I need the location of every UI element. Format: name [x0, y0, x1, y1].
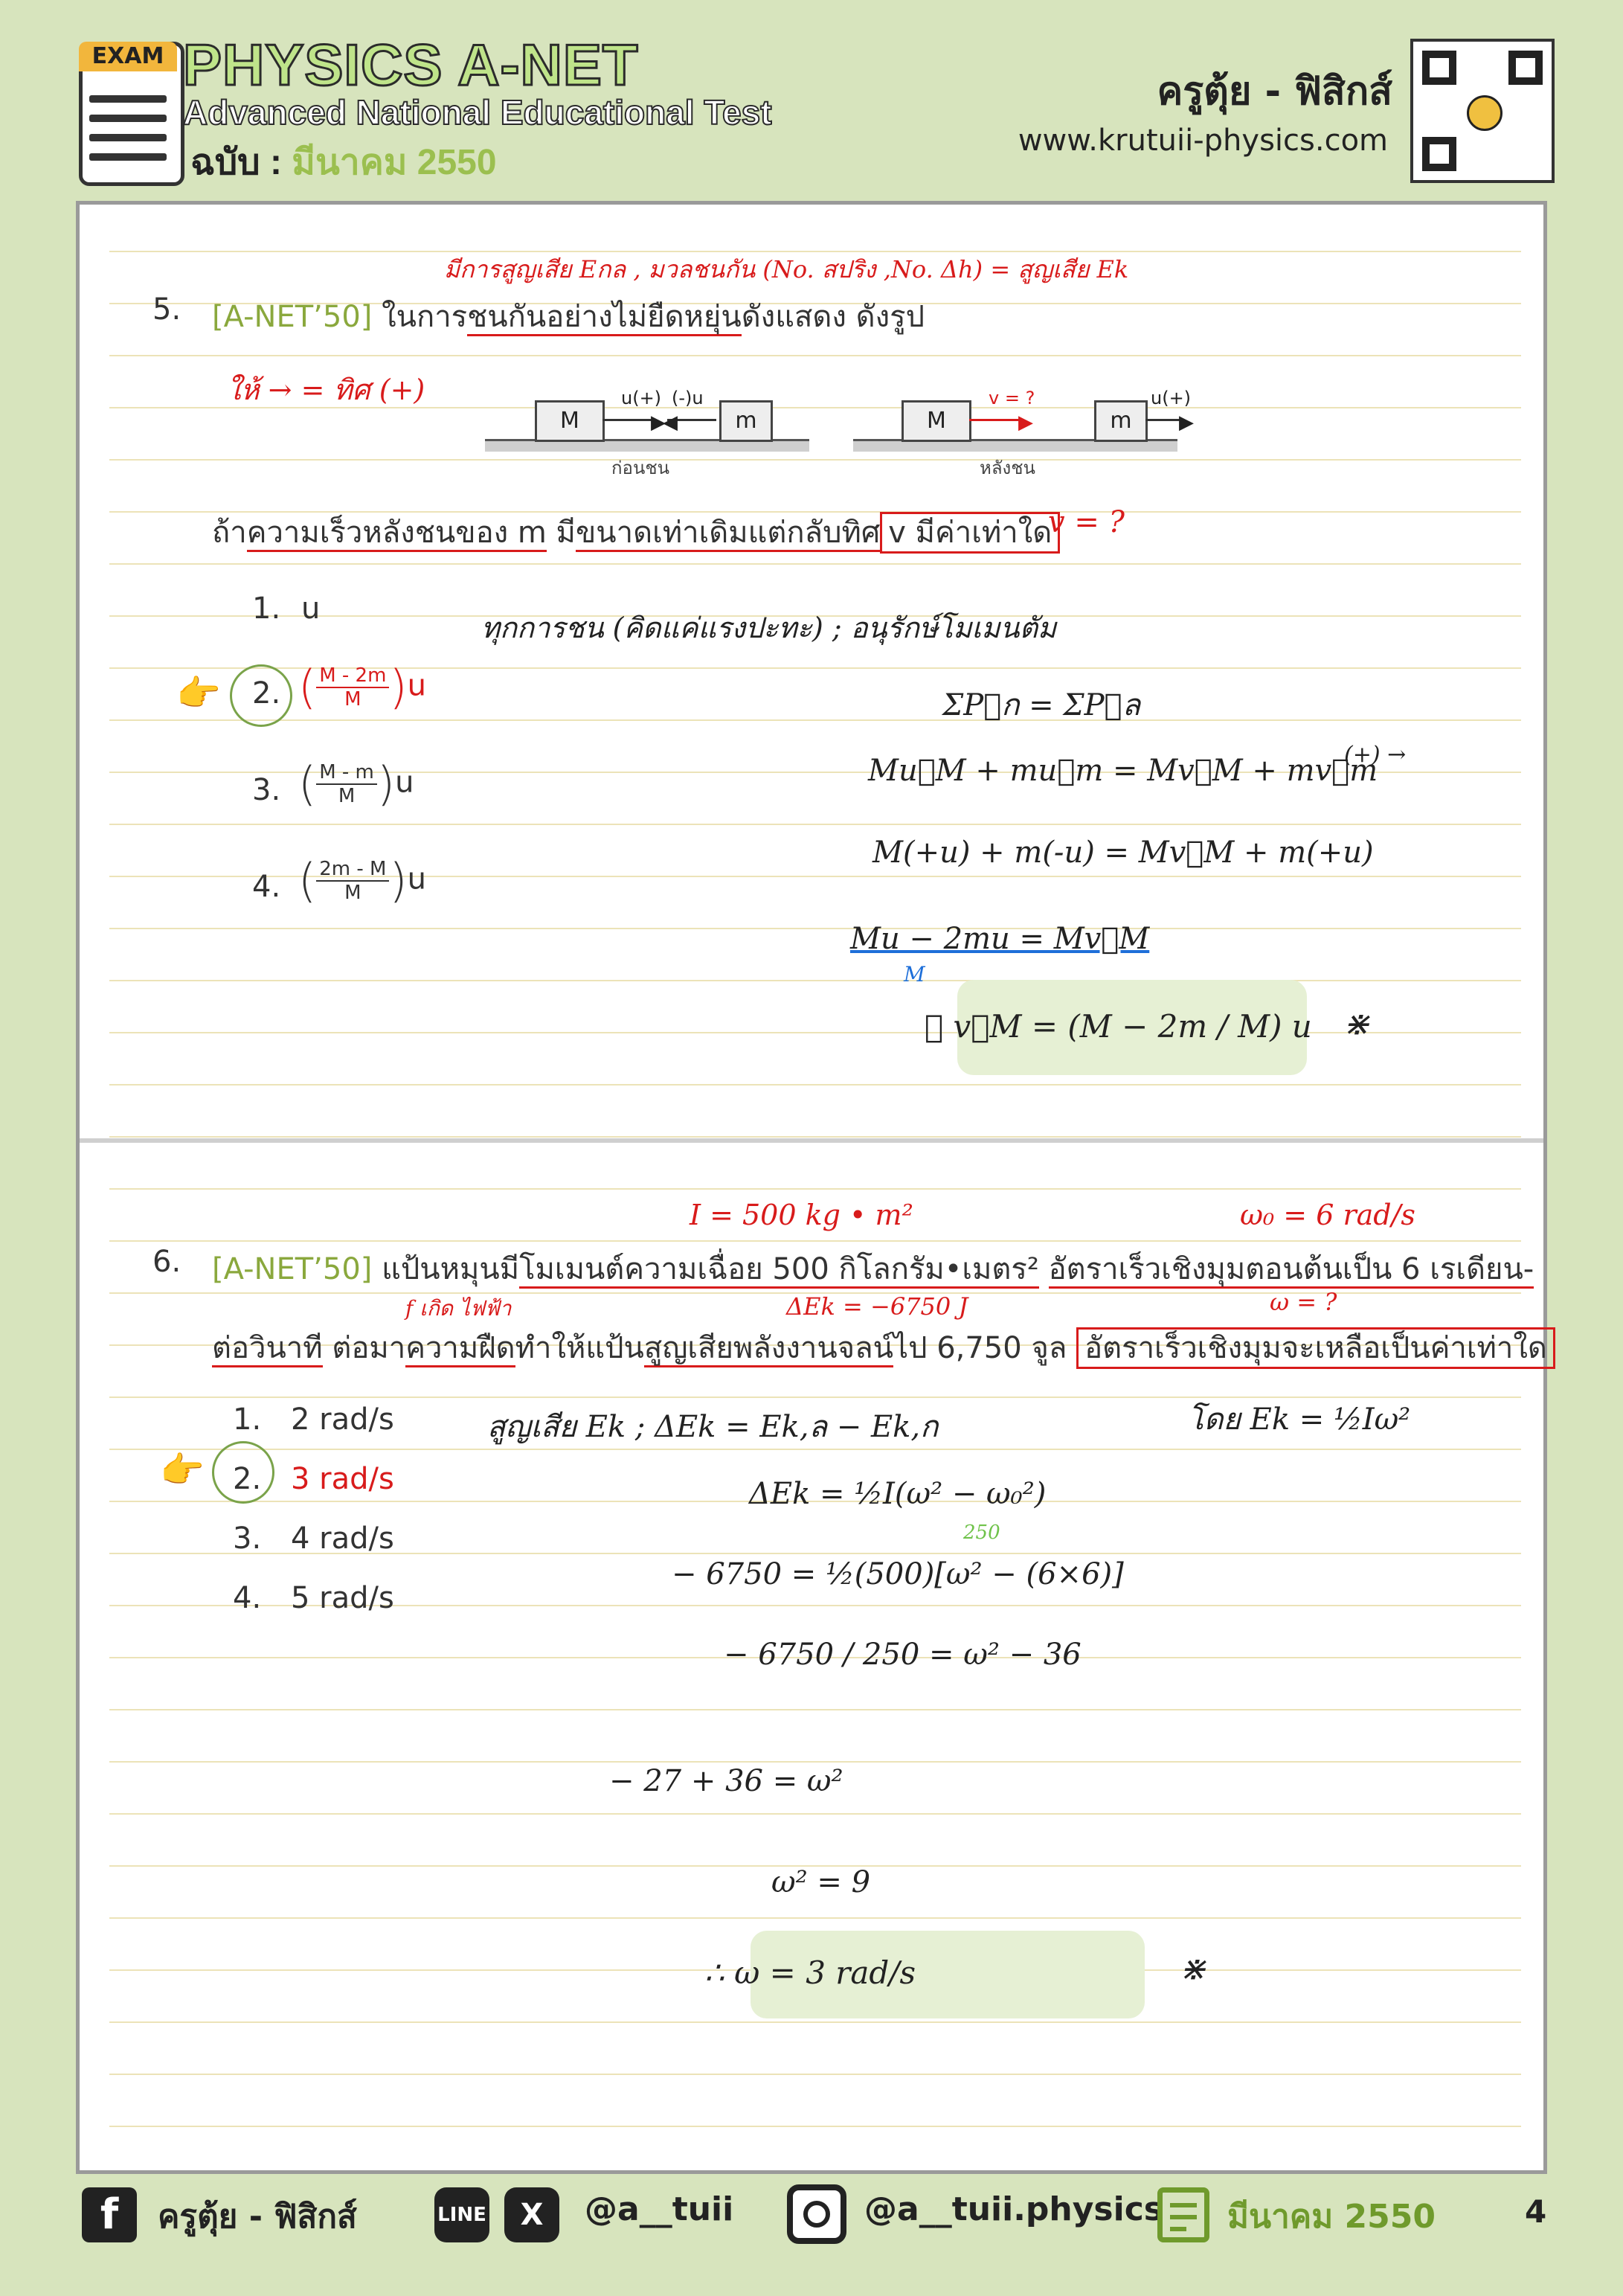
- q5-choice-2: ( $\frac{M - 2m}{M}$ )u: [298, 660, 426, 714]
- exam-logo-lines: [89, 83, 167, 173]
- caption-before: ก่อนชน: [611, 458, 670, 478]
- caption-after: หลังชน: [980, 458, 1035, 478]
- label-v: v = ?: [989, 388, 1035, 408]
- worksheet: มีการสูญเสีย Eกล , มวลชนกัน (No. สปริง ,No. Δh) = สูญเสีย Ek 5. [A-NET’50] ในการชนกันอย่างไม่ยืดหยุ่นดังแสดง ดังรูป ให้ → = ทิศ (+) M m ▶ u(+) ◀ (-)u ก่อนชน M m ▶ v = ? ▶ u(+) หลังชน ถ้าความเร็วหลังชนของ m มีขนาดเท่าเดิมแต่กลับทิศ v มีค่าเท่าใด v = ? 1. u 👉 2. ( $\frac{M - 2m}{M}$ )u 3. ( $\frac{M - m}{M}$ )u 4. ( $\frac{2m - M}{M}$ )u ทุกการชน (คิดแค่แรงปะทะ) ; อนุรักษ์โมเมนตัม ΣP⃗ก = ΣP⃗ล Mu⃗M + mu⃗m = Mv⃗M + mv⃗m (+) → M(+u) + m(-u) = Mv⃗M + m(+u) Mu − 2mu = Mv⃗M M ∴ v⃗M = (M − 2m / M) u ⋇ I = 500 kg • m² ω₀ = 6 rad/s 6. [A-NET’50] แป้นหมุนมีโมเมนต์ความเฉื่อย 500 กิโลกรัม•เมตร² อัตราเร็วเชิงมุมตอนต้นเป็น 6 เรเดียน- f เกิด ไฟฟ้า ΔEk = −6750 J ω = ? ต่อวินาที ต่อมาความฝืดทำให้แป้นสูญเสียพลังงานจลน์ไป 6,750 จูล อัตราเร็วเชิงมุมจะเหลือเป็นค่าเท่าใด 1. 2 rad/s 👉 2. 3 rad/s 3. 4 rad/s 4. 5 rad/s สูญเสีย Ek ; ΔEk = Ek,ล − Ek,ก โดย Ek = ½Iω² ΔEk = ½I(ω² − ω₀²) − 6750 = ½(500)[ω² − (6×6)] 250 − 6750 / 250 = ω² − 36 − 27 + 36 = ω² ω² = 9 ∴ ω = 3 rad/s ⋇: [76, 201, 1547, 2174]
- label-u-after: u(+): [1151, 388, 1192, 408]
- exam-badge: EXAM: [79, 42, 177, 71]
- q5-choice-3: ( $\frac{M - m}{M}$ )u: [298, 757, 414, 811]
- q6-note-friction: f เกิด ไฟฟ้า: [405, 1296, 512, 1321]
- block-m-after: m: [1094, 400, 1148, 442]
- arrow-v-right: [969, 419, 1021, 421]
- x-icon[interactable]: X: [504, 2187, 559, 2242]
- q5-stem: [A-NET’50] ในการชนกันอย่างไม่ยืดหยุ่นดังแสดง ดังรูป: [212, 292, 925, 340]
- author-name: ครูตุ้ย - ฟิสิกส์: [1157, 69, 1392, 114]
- footer-facebook-name[interactable]: ครูตุ้ย - ฟิสิกส์: [158, 2198, 357, 2236]
- pointing-hand-icon: 👉: [176, 673, 221, 714]
- q5-question: ถ้าความเร็วหลังชนของ m มีขนาดเท่าเดิมแต่กลับทิศ v มีค่าเท่าใด: [212, 508, 1060, 556]
- q5-choice-4: ( $\frac{2m - M}{M}$ )u: [298, 853, 426, 908]
- q6-choice-1: 2 rad/s: [291, 1402, 394, 1437]
- q6-stem-line-1: [A-NET’50] แป้นหมุนมีโมเมนต์ความเฉื่อย 500 กิโลกรัม•เมตร² อัตราเร็วเชิงมุมตอนต้นเป็น 6 เรเดียน-: [212, 1245, 1534, 1292]
- block-m-before: m: [719, 400, 773, 442]
- q5-work-line-2: ΣP⃗ก = ΣP⃗ล: [942, 688, 1141, 722]
- q5-choice-1: u: [301, 591, 321, 626]
- q6-work-line-1: สูญเสีย Ek ; ΔEk = Ek,ล − Ek,ก: [487, 1410, 939, 1444]
- block-M-before: M: [535, 400, 605, 442]
- q6-choice-4-number: 4.: [233, 1581, 262, 1615]
- q5-work-end-mark: ⋇: [1343, 1005, 1370, 1043]
- q5-choice-1-number: 1.: [252, 591, 281, 626]
- q6-work-end-mark: ⋇: [1179, 1950, 1206, 1988]
- block-M-after: M: [902, 400, 971, 442]
- q6-choice-2: 3 rad/s: [291, 1462, 394, 1496]
- header-title: PHYSICS A-NET: [183, 32, 639, 97]
- document-edit-icon: [1157, 2187, 1209, 2242]
- q6-note-inertia: I = 500 kg • m²: [690, 1199, 913, 1231]
- instagram-icon[interactable]: [787, 2184, 846, 2244]
- q5-note-direction: ให้ → = ทิศ (+): [227, 373, 425, 406]
- q6-work-answer: ∴ ω = 3 rad/s: [704, 1955, 916, 1991]
- q6-choice-3-number: 3.: [233, 1521, 262, 1556]
- q6-note-omega: ω = ?: [1270, 1288, 1337, 1316]
- q5-work-line-3: Mu⃗M + mu⃗m = Mv⃗M + mv⃗m: [868, 754, 1378, 788]
- label-u-minus: (-)u: [672, 388, 704, 408]
- q5-choice-4-number: 4.: [252, 870, 281, 904]
- q6-choice-2-number: 2.: [233, 1462, 262, 1496]
- q5-work-line-1: ทุกการชน (คิดแค่แรงปะทะ) ; อนุรักษ์โมเมนตัม: [481, 612, 1057, 644]
- arrow-u-right: [602, 419, 655, 421]
- q6-choice-1-number: 1.: [233, 1402, 262, 1437]
- pointing-hand-icon: 👉: [160, 1449, 205, 1491]
- q6-work-line-3: − 6750 = ½(500)[ω² − (6×6)]: [672, 1557, 1124, 1591]
- q5-choice-3-number: 3.: [252, 773, 281, 807]
- question-divider: [80, 1138, 1543, 1143]
- arrow-u-after: [1145, 419, 1183, 421]
- q6-work-ek-formula: โดย Ek = ½Iω²: [1188, 1402, 1411, 1437]
- q5-note-energy-loss: มีการสูญเสีย Eกล , มวลชนกัน (No. สปริง ,No. Δh) = สูญเสีย Ek: [444, 255, 1129, 283]
- q5-work-answer: ∴ v⃗M = (M − 2m / M) u: [925, 1008, 1312, 1045]
- q6-stem-line-2: ต่อวินาที ต่อมาความฝืดทำให้แป้นสูญเสียพลังงานจลน์ไป 6,750 จูล อัตราเร็วเชิงมุมจะเหลือเป็นค่าเท่าใด: [212, 1324, 1555, 1371]
- q6-work-line-6: ω² = 9: [771, 1865, 871, 1899]
- q6-note-omega0: ω₀ = 6 rad/s: [1240, 1199, 1415, 1231]
- footer-line-x-handle[interactable]: @a__tuii: [585, 2190, 734, 2228]
- footer-instagram-handle[interactable]: @a__tuii.physics: [864, 2190, 1163, 2228]
- q6-choice-3: 4 rad/s: [291, 1521, 394, 1556]
- footer-edition: มีนาคม 2550: [1227, 2198, 1436, 2236]
- header-subtitle: Advanced National Educational Test: [183, 93, 772, 132]
- q5-work-line-4: M(+u) + m(-u) = Mv⃗M + m(+u): [872, 836, 1374, 870]
- facebook-icon[interactable]: f: [82, 2187, 137, 2242]
- header-edition: ฉบับ : มีนาคม 2550: [190, 143, 497, 182]
- q6-work-line-4: − 6750 / 250 = ω² − 36: [724, 1638, 1082, 1672]
- q5-number: 5.: [152, 292, 181, 327]
- q5-work-line-5: Mu − 2mu = Mv⃗M: [850, 922, 1150, 956]
- qr-code-icon: [1410, 39, 1555, 183]
- q6-work-line-2: ΔEk = ½I(ω² − ω₀²): [749, 1477, 1047, 1511]
- q6-number: 6.: [152, 1245, 181, 1279]
- page-number: 4: [1525, 2193, 1547, 2230]
- label-u-plus: u(+): [621, 388, 662, 408]
- q5-work-divisor: M: [904, 962, 925, 987]
- q6-choice-4: 5 rad/s: [291, 1581, 394, 1615]
- line-icon[interactable]: LINE: [434, 2187, 489, 2242]
- website-link[interactable]: www.krutuii-physics.com: [1018, 124, 1388, 158]
- q5-note-v: v = ?: [1048, 505, 1125, 539]
- q6-work-cancel: 250: [963, 1521, 1000, 1544]
- q5-choice-2-number: 2.: [252, 676, 281, 711]
- q6-work-line-5: − 27 + 36 = ω²: [609, 1764, 843, 1798]
- q5-work-positive-dir: (+) →: [1344, 742, 1407, 768]
- q6-note-delta-ek: ΔEk = −6750 J: [786, 1292, 968, 1321]
